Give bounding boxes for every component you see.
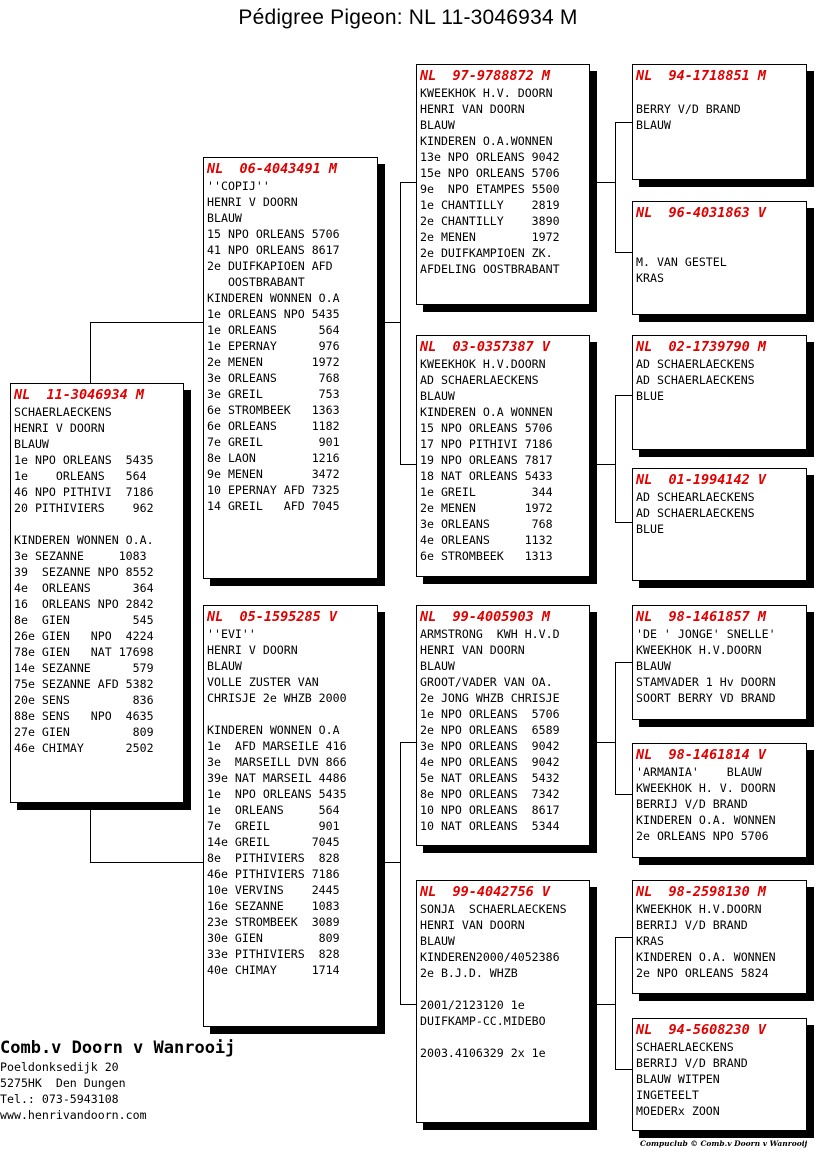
detail-line: 14e GREIL 7045 (207, 835, 340, 849)
detail-line: 13e NPO ORLEANS 9042 (420, 150, 560, 164)
pigeon-details (636, 626, 806, 706)
detail-line: 1e AFD MARSEILE 416 (207, 739, 347, 753)
detail-line: BERRIJ V/D BRAND (636, 918, 748, 932)
detail-line: DUIFKAMP-CC.MIDEBO (420, 1014, 546, 1028)
detail-line: 30e GIEN 809 (207, 931, 340, 945)
detail-line: 8e NPO ORLEANS 7342 (420, 787, 560, 801)
detail-line: 9e MENEN 3472 (207, 467, 340, 481)
detail-line: BLAUW (420, 118, 455, 132)
detail-line: 23e STROMBEEK 3089 (207, 915, 340, 929)
detail-line: HENRI VAN DOORN (420, 918, 525, 932)
detail-line: 5e NAT ORLEANS 5432 (420, 771, 560, 785)
detail-line: BERRIJ V/D BRAND (636, 1056, 748, 1070)
detail-line: 1e CHANTILLY 2819 (420, 198, 560, 212)
detail-line (420, 981, 589, 997)
connector (400, 1004, 417, 1005)
detail-line: 2e NPO ORLEANS 5824 (636, 966, 769, 980)
pigeon-card-dsd (632, 743, 807, 858)
detail-line: 2e B.J.D. WHZB (420, 966, 518, 980)
detail-line: 10 EPERNAY AFD 7325 (207, 483, 340, 497)
detail-line: BLAUW (207, 211, 242, 225)
detail-line: ''COPIJ'' (207, 179, 270, 193)
detail-line: KWEEKHOK H.V.DOORN (636, 902, 762, 916)
detail-line: 2e MENEN 1972 (207, 355, 340, 369)
ring-number: NL 98-1461857 M (636, 609, 767, 625)
detail-line: KRAS (636, 271, 664, 285)
detail-line: AD SCHAERLAECKENS (636, 357, 755, 371)
detail-line (420, 1029, 589, 1045)
detail-line: 3e ORLEANS 768 (420, 517, 553, 531)
detail-line: 1e GREIL 344 (420, 485, 553, 499)
detail-line: 2e CHANTILLY 3890 (420, 214, 560, 228)
ring-number: NL 97-9788872 M (420, 68, 551, 84)
connector (90, 807, 91, 863)
detail-line: 14e SEZANNE 579 (14, 661, 154, 675)
detail-line: STAMVADER 1 Hv DOORN (636, 675, 776, 689)
connector (615, 522, 632, 523)
ring-number: NL 03-0357387 V (420, 339, 551, 355)
detail-line: 4e ORLEANS 1132 (420, 533, 553, 547)
detail-line: BLAUW (636, 659, 671, 673)
owner-phone: Tel.: 073-5943108 (0, 1092, 119, 1106)
detail-line: 16e SEZANNE 1083 (207, 899, 340, 913)
pigeon-details (636, 85, 806, 133)
detail-line: 1e ORLEANS 564 (207, 803, 340, 817)
detail-line: KINDEREN O.A. WONNEN (636, 813, 776, 827)
detail-line: 19 NPO ORLEANS 7817 (420, 453, 553, 467)
detail-line: 20 PITHIVIERS 962 (14, 501, 154, 515)
detail-line: 4e ORLEANS 364 (14, 581, 154, 595)
connector (615, 122, 616, 252)
detail-line: 1e EPERNAY 976 (207, 339, 340, 353)
detail-line: 88e SENS NPO 4635 (14, 709, 154, 723)
connector (378, 862, 401, 863)
footer-credit: Compuclub © Comb.v Doorn v Wanrooij (640, 1139, 808, 1148)
detail-line: 1e ORLEANS 564 (207, 323, 340, 337)
pigeon-details (636, 1039, 806, 1119)
detail-line: 78e GIEN NAT 17698 (14, 645, 154, 659)
connector (400, 742, 417, 743)
detail-line (14, 516, 183, 532)
detail-line: 1e NPO ORLEANS 5435 (14, 453, 154, 467)
pigeon-card-sire-sire (416, 64, 590, 305)
detail-line: 17 NPO PITHIVI 7186 (420, 437, 553, 451)
detail-line: 10 NAT ORLEANS 5344 (420, 819, 560, 833)
detail-line: 75e SEZANNE AFD 5382 (14, 677, 154, 691)
detail-line (636, 222, 806, 238)
connector (615, 794, 632, 795)
detail-line: BLUE (636, 522, 664, 536)
detail-line: 4e NPO ORLEANS 9042 (420, 755, 560, 769)
detail-line: SCHAERLAECKENS (636, 1040, 734, 1054)
detail-line: KINDEREN O.A. WONNEN (636, 950, 776, 964)
detail-line: KWEEKHOK H.V. DOORN (420, 86, 553, 100)
connector (615, 395, 632, 396)
connector (590, 742, 616, 743)
detail-line: 8e LAON 1216 (207, 451, 340, 465)
detail-line (207, 706, 377, 722)
detail-line: BLAUW (14, 437, 49, 451)
detail-line: BERRIJ V/D BRAND (636, 797, 748, 811)
pigeon-card-sss (632, 64, 807, 180)
detail-line: BLAUW (420, 659, 455, 673)
ring-number: NL 99-4042756 V (420, 884, 551, 900)
detail-line: AD SCHEARLAECKENS (636, 490, 755, 504)
detail-line: ARMSTRONG KWH H.V.D (420, 627, 560, 641)
detail-line: GROOT/VADER VAN OA. (420, 675, 553, 689)
detail-line: HENRI V DOORN (207, 643, 298, 657)
pigeon-details (636, 901, 806, 981)
detail-line: 2e MENEN 1972 (420, 501, 553, 515)
ring-number: NL 96-4031863 V (636, 205, 767, 221)
detail-line: AD SCHAERLAECKENS (636, 373, 755, 387)
detail-line: BLUE (636, 389, 664, 403)
ring-number: NL 98-2598130 M (636, 884, 767, 900)
connector (90, 862, 204, 863)
detail-line: 1e ORLEANS NPO 5435 (207, 307, 340, 321)
detail-line: 'DE ' JONGE' SNELLE' (636, 627, 776, 641)
ring-number: NL 99-4005903 M (420, 609, 551, 625)
detail-line: AD SCHAERLAECKENS (636, 506, 755, 520)
connector (400, 742, 401, 1004)
connector (615, 395, 616, 522)
pigeon-card-dam-sire (416, 605, 590, 846)
owner-name: Comb.v Doorn v Wanrooij (0, 1038, 236, 1058)
detail-line: 2e NPO ORLEANS 6589 (420, 723, 560, 737)
detail-line: 15 NPO ORLEANS 5706 (420, 421, 553, 435)
detail-line: 18 NAT ORLEANS 5433 (420, 469, 553, 483)
connector (590, 464, 616, 465)
detail-line: 26e GIEN NPO 4224 (14, 629, 154, 643)
connector (400, 182, 417, 183)
detail-line: BLAUW WITPEN (636, 1072, 720, 1086)
detail-line: AD SCHAERLAECKENS (420, 373, 539, 387)
detail-line: BERRY V/D BRAND (636, 102, 741, 116)
pigeon-card-dss (632, 605, 807, 720)
detail-line: ''EVI'' (207, 627, 256, 641)
detail-line: KINDEREN O.A WONNEN (420, 405, 553, 419)
connector (90, 322, 204, 323)
detail-line: BLAUW (420, 389, 455, 403)
page-title: Pédigree Pigeon: NL 11-3046934 M (238, 6, 578, 29)
detail-line: BLAUW (420, 934, 455, 948)
pigeon-details (636, 222, 806, 286)
detail-line: HENRI V DOORN (207, 195, 298, 209)
pigeon-details (420, 356, 589, 564)
connector (615, 662, 632, 663)
pigeon-card-sds (632, 335, 807, 450)
pigeon-details (420, 626, 589, 834)
detail-line: KINDEREN2000/4052386 (420, 950, 560, 964)
detail-line: 41 NPO ORLEANS 8617 (207, 243, 340, 257)
connector (400, 464, 417, 465)
detail-line: 2e DUIFKAPIOEN AFD (207, 259, 333, 273)
detail-line: 6e STROMBEEK 1363 (207, 403, 340, 417)
owner-address: Poeldonksedijk 20 (0, 1060, 119, 1074)
detail-line: 3e NPO ORLEANS 9042 (420, 739, 560, 753)
detail-line: CHRISJE 2e WHZB 2000 (207, 691, 347, 705)
ring-number: NL 94-5608230 V (636, 1022, 767, 1038)
detail-line: 2e MENEN 1972 (420, 230, 560, 244)
connector (400, 182, 401, 464)
pigeon-details (636, 489, 806, 537)
detail-line: 46e PITHIVIERS 7186 (207, 867, 340, 881)
detail-line (636, 85, 806, 101)
detail-line: BLAUW (636, 118, 671, 132)
pigeon-details (420, 85, 589, 277)
detail-line: HENRI VAN DOORN (420, 643, 525, 657)
connector (615, 1069, 632, 1070)
detail-line: 40e CHIMAY 1714 (207, 963, 340, 977)
pigeon-details (636, 356, 806, 404)
detail-line: 39e NAT MARSEIL 4486 (207, 771, 347, 785)
detail-line: 'ARMANIA' BLAUW (636, 765, 762, 779)
pigeon-card-sire-dam (416, 335, 590, 577)
detail-line (636, 238, 806, 254)
detail-line: 2e DUIFKAMPIOEN ZK. (420, 246, 553, 260)
ring-number: NL 98-1461814 V (636, 747, 767, 763)
ring-number: NL 94-1718851 M (636, 68, 767, 84)
detail-line: INGETEELT (636, 1088, 699, 1102)
pigeon-details (14, 404, 183, 756)
owner-city: 5275HK Den Dungen (0, 1076, 126, 1090)
detail-line: KRAS (636, 934, 664, 948)
pigeon-card-ssd (632, 201, 807, 315)
ring-number: NL 06-4043491 M (207, 161, 338, 177)
detail-line: MOEDERx ZOON (636, 1104, 720, 1118)
detail-line: KINDEREN WONNEN O.A (207, 723, 340, 737)
detail-line: AFDELING OOSTBRABANT (420, 262, 560, 276)
connector (615, 937, 616, 1069)
detail-line: 39 SEZANNE NPO 8552 (14, 565, 154, 579)
detail-line: BLAUW (207, 659, 242, 673)
detail-line: 33e PITHIVIERS 828 (207, 947, 340, 961)
detail-line: SONJA SCHAERLAECKENS (420, 902, 567, 916)
pigeon-card-sire (203, 157, 378, 579)
detail-line: 3e ORLEANS 768 (207, 371, 340, 385)
detail-line: 8e PITHIVIERS 828 (207, 851, 340, 865)
detail-line: SOORT BERRY VD BRAND (636, 691, 776, 705)
pigeon-details (207, 178, 377, 514)
pigeon-card-dam (203, 605, 378, 1027)
detail-line: 10 NPO ORLEANS 8617 (420, 803, 560, 817)
detail-line: 15e NPO ORLEANS 5706 (420, 166, 560, 180)
owner-website[interactable]: www.henrivandoorn.com (0, 1108, 147, 1122)
detail-line: KINDEREN O.A.WONNEN (420, 134, 553, 148)
detail-line: OOSTBRABANT (207, 275, 305, 289)
detail-line: 2001/2123120 1e (420, 998, 525, 1012)
detail-line: 3e SEZANNE 1083 (14, 549, 147, 563)
connector (590, 182, 616, 183)
connector (590, 1004, 616, 1005)
detail-line: 27e GIEN 809 (14, 725, 154, 739)
connector (615, 122, 632, 123)
connector (615, 662, 616, 794)
pigeon-details (420, 901, 589, 1061)
detail-line: M. VAN GESTEL (636, 255, 727, 269)
detail-line: 1e ORLEANS 564 (14, 469, 147, 483)
detail-line: KINDEREN WONNEN O.A. (14, 533, 154, 547)
detail-line: 7e GREIL 901 (207, 435, 340, 449)
pigeon-details (207, 626, 377, 978)
detail-line: 6e ORLEANS 1182 (207, 419, 340, 433)
detail-line: HENRI VAN DOORN (420, 102, 525, 116)
detail-line: 7e GREIL 901 (207, 819, 340, 833)
ring-number: NL 05-1595285 V (207, 609, 338, 625)
detail-line: KWEEKHOK H. V. DOORN (636, 781, 776, 795)
connector (378, 322, 401, 323)
owner-info (0, 1037, 235, 1123)
pigeon-card-ddd (632, 1018, 807, 1131)
detail-line: 16 ORLEANS NPO 2842 (14, 597, 154, 611)
connector (90, 322, 91, 384)
ring-number: NL 11-3046934 M (14, 387, 145, 403)
detail-line: 20e SENS 836 (14, 693, 154, 707)
detail-line: 1e NPO ORLEANS 5706 (420, 707, 560, 721)
detail-line: HENRI V DOORN (14, 421, 105, 435)
ring-number: NL 01-1994142 V (636, 472, 767, 488)
detail-line: KWEEKHOK H.V.DOORN (420, 357, 546, 371)
detail-line: VOLLE ZUSTER VAN (207, 675, 319, 689)
pigeon-card-subject (10, 383, 184, 803)
detail-line: 1e NPO ORLEANS 5435 (207, 787, 347, 801)
detail-line: 3e GREIL 753 (207, 387, 340, 401)
detail-line: KINDEREN WONNEN O.A (207, 291, 340, 305)
detail-line: 9e NPO ETAMPES 5500 (420, 182, 560, 196)
detail-line: 15 NPO ORLEANS 5706 (207, 227, 340, 241)
pigeon-card-sdd (632, 468, 807, 581)
detail-line: 14 GREIL AFD 7045 (207, 499, 340, 513)
connector (615, 937, 632, 938)
detail-line: 2e JONG WHZB CHRISJE (420, 691, 560, 705)
pigeon-card-dam-dam (416, 880, 590, 1123)
detail-line: 46 NPO PITHIVI 7186 (14, 485, 154, 499)
detail-line: 2e ORLEANS NPO 5706 (636, 829, 769, 843)
detail-line: 3e MARSEILL DVN 866 (207, 755, 347, 769)
detail-line: 6e STROMBEEK 1313 (420, 549, 553, 563)
pigeon-details (636, 764, 806, 844)
detail-line: KWEEKHOK H.V.DOORN (636, 643, 762, 657)
ring-number: NL 02-1739790 M (636, 339, 767, 355)
detail-line: 8e GIEN 545 (14, 613, 154, 627)
detail-line: 2003.4106329 2x 1e (420, 1046, 546, 1060)
detail-line: 46e CHIMAY 2502 (14, 741, 154, 755)
pigeon-card-dds (632, 880, 807, 994)
detail-line: 10e VERVINS 2445 (207, 883, 340, 897)
detail-line: SCHAERLAECKENS (14, 405, 112, 419)
connector (615, 252, 632, 253)
